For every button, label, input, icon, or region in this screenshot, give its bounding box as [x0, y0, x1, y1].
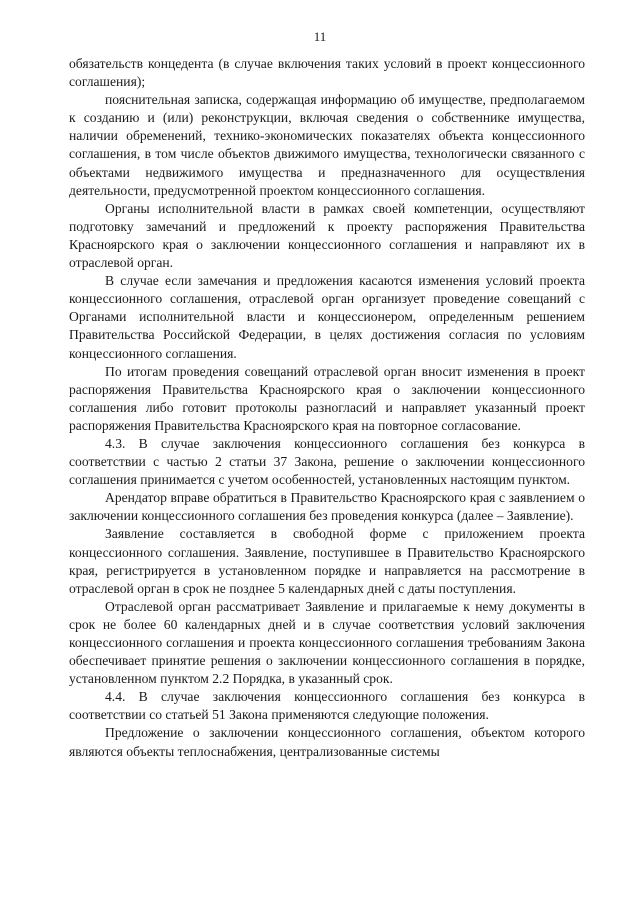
paragraph-6-section-4-3: 4.3. В случае заключения концессионного соглашения без конкурса в соответствии с частью 2 статьи 37 Закона, решение о заключении концессионного соглашения принимается с учетом особенностей, установленных настоящим пунктом. [69, 435, 585, 488]
paragraph-11: Предложение о заключении концессионного соглашения, объектом которого являются объекты теплоснабжения, централизованные системы [69, 725, 585, 759]
paragraph-4: В случае если замечания и предложения касаются изменения условий проекта концессионного соглашения, отраслевой орган организует проведение совещаний с Органами исполнительной власти и концессионером, определенным решением Правительства Российской Федерации, в целях достижения согласия по условиям концессионного соглашения. [69, 273, 585, 361]
page-number: 11 [313, 29, 327, 44]
paragraph-3: Органы исполнительной власти в рамках своей компетенции, осуществляют подготовку замечаний и предложений к проекту распоряжения Правительства Красноярского края о заключении концессионного соглашения и направляют их в отраслевой орган. [69, 200, 585, 271]
paragraph-2: пояснительная записка, содержащая информацию об имуществе, предполагаемом к созданию и (или) реконструкции, включая сведения о собственнике имущества, наличии обременений, технико-экономических показателях объекта концессионного соглашения, в том числе объектов движимого имущества, технологически связанного с объектами недвижимого имущества и предназначенного для осуществления деятельности, предусмотренной проектом концессионного соглашения. [69, 92, 585, 198]
paragraph-1: обязательств концедента (в случае включения таких условий в проект концессионного соглашения); [69, 56, 585, 90]
paragraph-7: Арендатор вправе обратиться в Правительство Красноярского края с заявлением о заключении концессионного соглашения без проведения конкурса (далее – Заявление). [69, 490, 585, 524]
document-body [69, 55, 585, 761]
paragraph-5: По итогам проведения совещаний отраслевой орган вносит изменения в проект распоряжения Правительства Красноярского края о заключении концессионного соглашения либо готовит протоколы разногласий и направляет указанный проект распоряжения Правительства Красноярского края на повторное согласование. [69, 363, 585, 433]
paragraph-10-section-4-4: 4.4. В случае заключения концессионного соглашения без конкурса в соответствии со статьей 51 Закона применяются следующие положения. [69, 689, 585, 723]
paragraph-8: Заявление составляется в свободной форме с приложением проекта концессионного соглашения. Заявление, поступившее в Правительство Красноярского края, регистрируется в установленном порядке и направляется на рассмотрение в отраслевой орган в срок не позднее 5 календарных дней с даты поступления. [69, 526, 585, 596]
paragraph-9: Отраслевой орган рассматривает Заявление и прилагаемые к нему документы в срок не более 60 календарных дней и в случае соответствия условий заключения концессионного соглашения и проекта концессионного соглашения требованиям Закона обеспечивает принятие решения о заключении концессионного соглашения в порядке, установленном пунктом 2.2 Порядка, в указанный срок. [69, 598, 585, 687]
